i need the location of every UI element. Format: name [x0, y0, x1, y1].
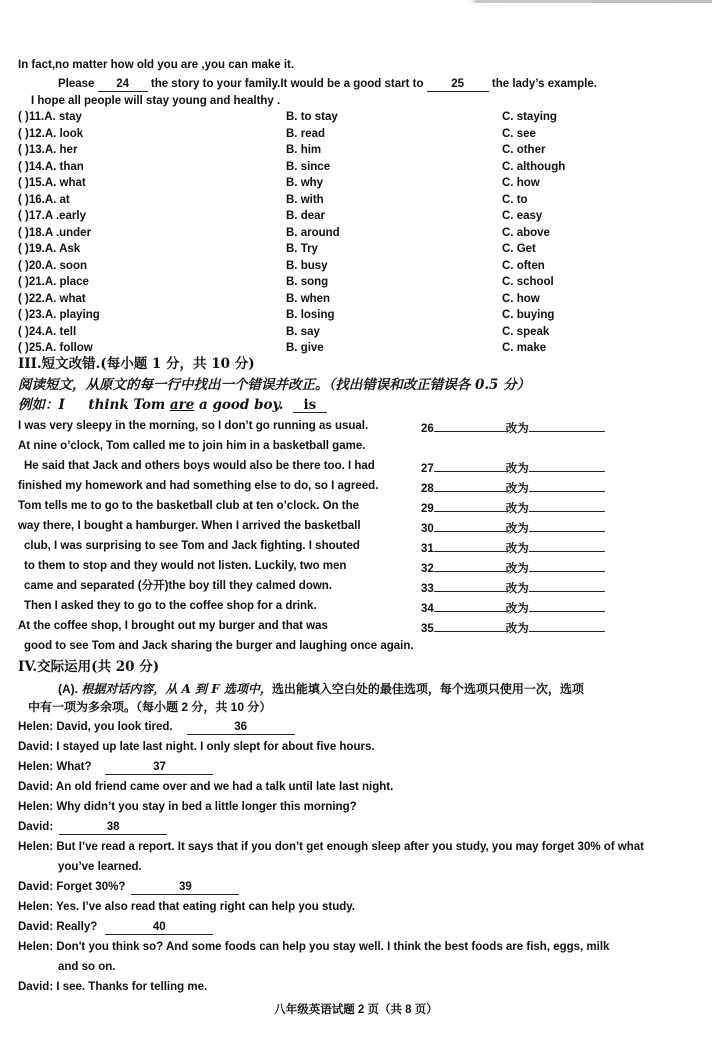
change-label: 改为	[505, 503, 529, 515]
passage-line: He said that Jack and others boys would also be there too. I had	[24, 460, 375, 472]
cloze-option-b: B. busy	[286, 259, 328, 272]
correction-blank	[529, 539, 605, 552]
cloze-option-c: C. although	[502, 160, 566, 173]
cloze-option-c: C. make	[502, 342, 547, 354]
answer-number: 33	[421, 583, 434, 595]
correction-blank	[529, 479, 605, 492]
dialogue-line	[18, 980, 207, 994]
dialogue-line	[18, 720, 295, 735]
change-label: 改为	[505, 523, 529, 535]
dialogue-line	[58, 860, 142, 874]
intro-line-3: I hope all people will stay young and healthy .	[31, 95, 281, 107]
passage-line: to them to stop and they would not listen. Luckily, two men	[24, 560, 347, 572]
example-correction: is	[293, 399, 327, 413]
intro-line-2: Please 24 the story to your family.It would be a good start to 25 the lady’s example.	[58, 78, 597, 90]
cloze-option-b: B. dear	[286, 210, 325, 222]
dialogue-line	[18, 900, 355, 914]
cloze-option-b: B. losing	[286, 309, 335, 321]
change-label: 改为	[505, 483, 529, 495]
cloze-option-b: B. song	[286, 276, 329, 288]
dialogue-line	[18, 840, 644, 854]
cloze-option-a: ( )18.A .under	[18, 226, 92, 239]
dialogue-line	[58, 960, 116, 974]
answer-line	[421, 539, 605, 556]
dialogue-text: Helen: David, you look tired.	[18, 721, 173, 733]
dialogue-text: David:	[18, 821, 54, 833]
correction-blank	[529, 599, 605, 612]
passage-line: At nine o’clock, Tom called me to join him in a basketball game.	[18, 440, 366, 452]
cloze-option-b: B. with	[286, 193, 324, 206]
dialogue-line	[18, 940, 609, 954]
cloze-option-c: C. school	[502, 276, 554, 288]
cloze-option-b: B. since	[286, 160, 331, 173]
cloze-option-b: B. around	[286, 226, 340, 239]
dialogue-line	[18, 880, 239, 895]
correction-blank	[529, 579, 605, 592]
error-blank	[434, 559, 506, 572]
cloze-option-c: C. Get	[502, 243, 536, 255]
cloze-option-a: ( )12.A. look	[18, 127, 84, 140]
cloze-option-c: C. often	[502, 259, 545, 272]
cloze-option-c: C. speak	[502, 325, 550, 338]
answer-blank-38: 38	[59, 821, 167, 835]
answer-line	[421, 559, 605, 576]
dialogue-text: David: Forget 30%?	[18, 881, 126, 893]
dialogue-text: David: I see. Thanks for telling me.	[18, 981, 208, 993]
dialogue-text: Helen: What?	[18, 761, 92, 773]
cloze-option-a: ( )22.A. what	[18, 292, 86, 305]
cloze-option-b: B. read	[286, 127, 325, 140]
answer-line	[421, 499, 605, 516]
cloze-option-c: C. how	[502, 177, 540, 189]
passage-line: finished my homework and had something else to do, so I agreed.	[18, 480, 379, 492]
error-blank	[434, 599, 506, 612]
cloze-option-b: B. give	[286, 342, 324, 354]
cloze-option-c: C. easy	[502, 210, 543, 222]
change-label: 改为	[505, 623, 529, 635]
cloze-option-a: ( )21.A. place	[18, 276, 89, 288]
answer-number: 32	[421, 563, 434, 575]
cloze-option-c: C. above	[502, 226, 550, 239]
answer-number: 27	[421, 463, 434, 475]
passage-line: At the coffee shop, I brought out my burger and that was	[18, 620, 328, 632]
dialogue-line	[18, 820, 167, 835]
change-label: 改为	[505, 463, 529, 475]
page-footer: 八年级英语试题 2 页（共 8 页）	[274, 1004, 438, 1016]
dialogue-line	[18, 800, 357, 814]
blank-25: 25	[427, 78, 489, 92]
answer-number: 31	[421, 543, 434, 555]
change-label: 改为	[505, 543, 529, 555]
dialogue-text: David: An old friend came over and we had a talk until late last night.	[18, 781, 394, 793]
cloze-option-c: C. how	[502, 292, 540, 305]
change-label: 改为	[505, 563, 529, 575]
cloze-option-a: ( )13.A. her	[18, 144, 78, 156]
error-blank	[434, 579, 506, 592]
correction-blank	[529, 619, 605, 632]
answer-line	[421, 479, 605, 496]
cloze-option-a: ( )16.A. at	[18, 193, 70, 206]
passage-line: way there, I bought a hamburger. When I arrived the basketball	[18, 520, 361, 532]
change-label: 改为	[505, 603, 529, 615]
answer-blank-36: 36	[187, 721, 295, 735]
dialogue-text: you’ve learned.	[58, 861, 142, 873]
cloze-option-c: C. buying	[502, 309, 555, 321]
dialogue-line	[18, 760, 213, 775]
correction-blank	[529, 519, 605, 532]
cloze-option-b: B. to stay	[286, 111, 338, 123]
answer-blank-37: 37	[105, 761, 213, 775]
answer-number: 29	[421, 503, 434, 515]
blank-24: 24	[98, 78, 148, 92]
answer-number: 34	[421, 603, 434, 615]
dialogue-text: Helen: Yes. I’ve also read that eating right can help you study.	[18, 901, 355, 913]
dialogue-text: Helen: But I’ve read a report. It says that if you don’t get enough sleep after you study, you may forget 30% of what	[18, 841, 645, 853]
part-a-instruction-2: 中有一项为多余项。（每小题 2 分，共 10 分）	[28, 700, 272, 714]
passage-line: club, I was surprising to see Tom and Jack fighting. I shouted	[24, 540, 360, 552]
cloze-option-c: C. staying	[502, 111, 557, 123]
answer-blank-39: 39	[131, 881, 239, 895]
dialogue-line	[18, 780, 393, 794]
change-label: 改为	[505, 583, 529, 595]
passage-line: good to see Tom and Jack sharing the burger and laughing once again.	[24, 640, 414, 652]
error-blank	[434, 519, 506, 532]
section-3-title: III.短文改错.(每小题 1 分，共 10 分)	[18, 356, 255, 372]
cloze-option-b: B. when	[286, 292, 331, 305]
error-blank	[434, 479, 506, 492]
intro-line-1: In fact,no matter how old you are ,you can make it.	[18, 59, 295, 71]
cloze-option-a: ( )15.A. what	[18, 177, 86, 189]
cloze-option-b: B. why	[286, 177, 324, 189]
cloze-option-a: ( )20.A. soon	[18, 259, 88, 272]
part-a-instruction: (A). 根据对话内容，从 A 到 F 选项中，选出能填入空白处的最佳选项，每个选项只使用一次，选项	[58, 682, 584, 696]
answer-line	[421, 519, 605, 536]
cloze-option-b: B. say	[286, 325, 320, 338]
dialogue-text: Helen: Don't you think so? And some foods can help you stay well. I think the best foods are fish, eggs, milk	[18, 941, 610, 953]
cloze-option-b: B. Try	[286, 243, 318, 255]
cloze-option-a: ( )14.A. than	[18, 160, 84, 173]
cloze-option-b: B. him	[286, 144, 322, 156]
dialogue-text: Helen: Why didn’t you stay in bed a little longer this morning?	[18, 801, 357, 813]
top-edge-shadow	[0, 0, 712, 3]
passage-line: Then I asked they to go to the coffee shop for a drink.	[24, 600, 317, 612]
answer-line	[421, 579, 605, 596]
answer-blank-40: 40	[105, 921, 213, 935]
answer-number: 28	[421, 483, 434, 495]
error-blank	[434, 619, 506, 632]
cloze-option-c: C. other	[502, 144, 546, 156]
correction-blank	[529, 499, 605, 512]
example-error-word: are	[169, 397, 195, 413]
dialogue-text: and so on.	[58, 961, 116, 973]
answer-number: 35	[421, 623, 434, 635]
change-label: 改为	[505, 423, 529, 435]
answer-number: 30	[421, 523, 434, 535]
correction-blank	[529, 559, 605, 572]
cloze-option-a: ( )24.A. tell	[18, 325, 77, 338]
passage-line: Tom tells me to go to the basketball club at ten o’clock. On the	[18, 500, 360, 512]
correction-blank	[529, 419, 605, 432]
cloze-option-c: C. to	[502, 193, 528, 206]
answer-line	[421, 599, 605, 616]
error-blank	[434, 539, 506, 552]
section-4-title: IV.交际运用(共 20 分)	[18, 659, 160, 675]
answer-number: 26	[421, 423, 434, 435]
passage-line: came and separated (分开)the boy till they calmed down.	[24, 580, 333, 592]
answer-line	[421, 619, 605, 636]
dialogue-text: David: Really?	[18, 921, 98, 933]
section-3-instruction: 阅读短文，从原文的每一行中找出一个错误并改正。（找出错误和改正错误各 0.5 分）	[18, 377, 531, 393]
cloze-option-a: ( )25.A. follow	[18, 342, 93, 354]
error-blank	[434, 459, 506, 472]
error-blank	[434, 419, 506, 432]
dialogue-line	[18, 740, 375, 754]
correction-blank	[529, 459, 605, 472]
dialogue-text: David: I stayed up late last night. I only slept for about five hours.	[18, 741, 375, 753]
cloze-option-a: ( )23.A. playing	[18, 309, 100, 321]
answer-line	[421, 419, 605, 436]
section-3-example: 例如：I think Tom are a good boy. is	[18, 398, 327, 413]
cloze-option-a: ( )19.A. Ask	[18, 243, 81, 255]
cloze-option-a: ( )11.A. stay	[18, 111, 82, 123]
dialogue-line	[18, 920, 213, 935]
cloze-option-a: ( )17.A .early	[18, 210, 86, 222]
answer-line	[421, 459, 605, 476]
passage-line: I was very sleepy in the morning, so I don’t go running as usual.	[18, 420, 369, 432]
error-blank	[434, 499, 506, 512]
cloze-option-c: C. see	[502, 127, 536, 140]
